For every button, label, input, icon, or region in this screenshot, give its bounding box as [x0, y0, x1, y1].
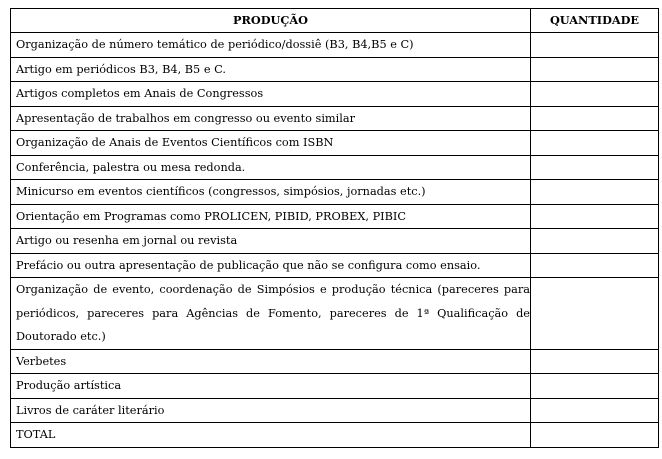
table-row: [11, 106, 659, 131]
row-label-multiline: [11, 278, 531, 350]
quantity-cell[interactable]: [531, 253, 659, 278]
row-label: Verbetes: [11, 349, 531, 374]
quantity-cell[interactable]: [531, 229, 659, 254]
header-producao: PRODUÇÃO: [11, 9, 531, 33]
quantity-cell[interactable]: [531, 131, 659, 156]
table-row: [11, 229, 659, 254]
quantity-cell[interactable]: [531, 374, 659, 399]
row-label: Artigo ou resenha em jornal ou revista: [11, 229, 531, 254]
quantity-cell[interactable]: [531, 349, 659, 374]
row-label: Artigo em periódicos B3, B4, B5 e C.: [11, 57, 531, 82]
table-row: [11, 33, 659, 58]
quantity-cell[interactable]: [531, 57, 659, 82]
table-row: [11, 57, 659, 82]
row-label: Minicurso em eventos científicos (congressos, simpósios, jornadas etc.): [11, 180, 531, 205]
row-label-line: Doutorado etc.): [16, 330, 106, 343]
total-label: TOTAL: [11, 423, 531, 448]
row-label-line: Organização de evento, coordenação de Simpósios e produção técnica (pareceres para: [16, 283, 530, 296]
table-row: [11, 374, 659, 399]
row-label: Organização de número temático de periódico/dossiê (B3, B4,B5 e C): [11, 33, 531, 58]
row-label: Livros de caráter literário: [11, 398, 531, 423]
row-label: Apresentação de trabalhos em congresso ou evento similar: [11, 106, 531, 131]
table-row: [11, 155, 659, 180]
quantity-cell[interactable]: [531, 106, 659, 131]
table-row: [11, 204, 659, 229]
quantity-cell[interactable]: [531, 278, 659, 350]
quantity-cell[interactable]: [531, 204, 659, 229]
table-row: [11, 131, 659, 156]
row-label: Artigos completos em Anais de Congressos: [11, 82, 531, 107]
table-row: [11, 180, 659, 205]
table-row: [11, 253, 659, 278]
row-label: Orientação em Programas como PROLICEN, PIBID, PROBEX, PIBIC: [11, 204, 531, 229]
table-row: [11, 398, 659, 423]
table-row-total: [11, 423, 659, 448]
total-quantity-cell[interactable]: [531, 423, 659, 448]
table-header-row: [11, 9, 659, 33]
row-label-line: periódicos, pareceres para Agências de Fomento, pareceres de 1ª Qualificação de: [16, 306, 530, 320]
table-row: [11, 349, 659, 374]
header-quantidade: QUANTIDADE: [531, 9, 659, 33]
row-label: Conferência, palestra ou mesa redonda.: [11, 155, 531, 180]
quantity-cell[interactable]: [531, 398, 659, 423]
production-table: [10, 8, 659, 448]
row-label: Prefácio ou outra apresentação de publicação que não se configura como ensaio.: [11, 253, 531, 278]
quantity-cell[interactable]: [531, 82, 659, 107]
quantity-cell[interactable]: [531, 180, 659, 205]
quantity-cell[interactable]: [531, 33, 659, 58]
row-label: Produção artística: [11, 374, 531, 399]
quantity-cell[interactable]: [531, 155, 659, 180]
table-row: [11, 278, 659, 350]
row-label: Organização de Anais de Eventos Científicos com ISBN: [11, 131, 531, 156]
table-row: [11, 82, 659, 107]
